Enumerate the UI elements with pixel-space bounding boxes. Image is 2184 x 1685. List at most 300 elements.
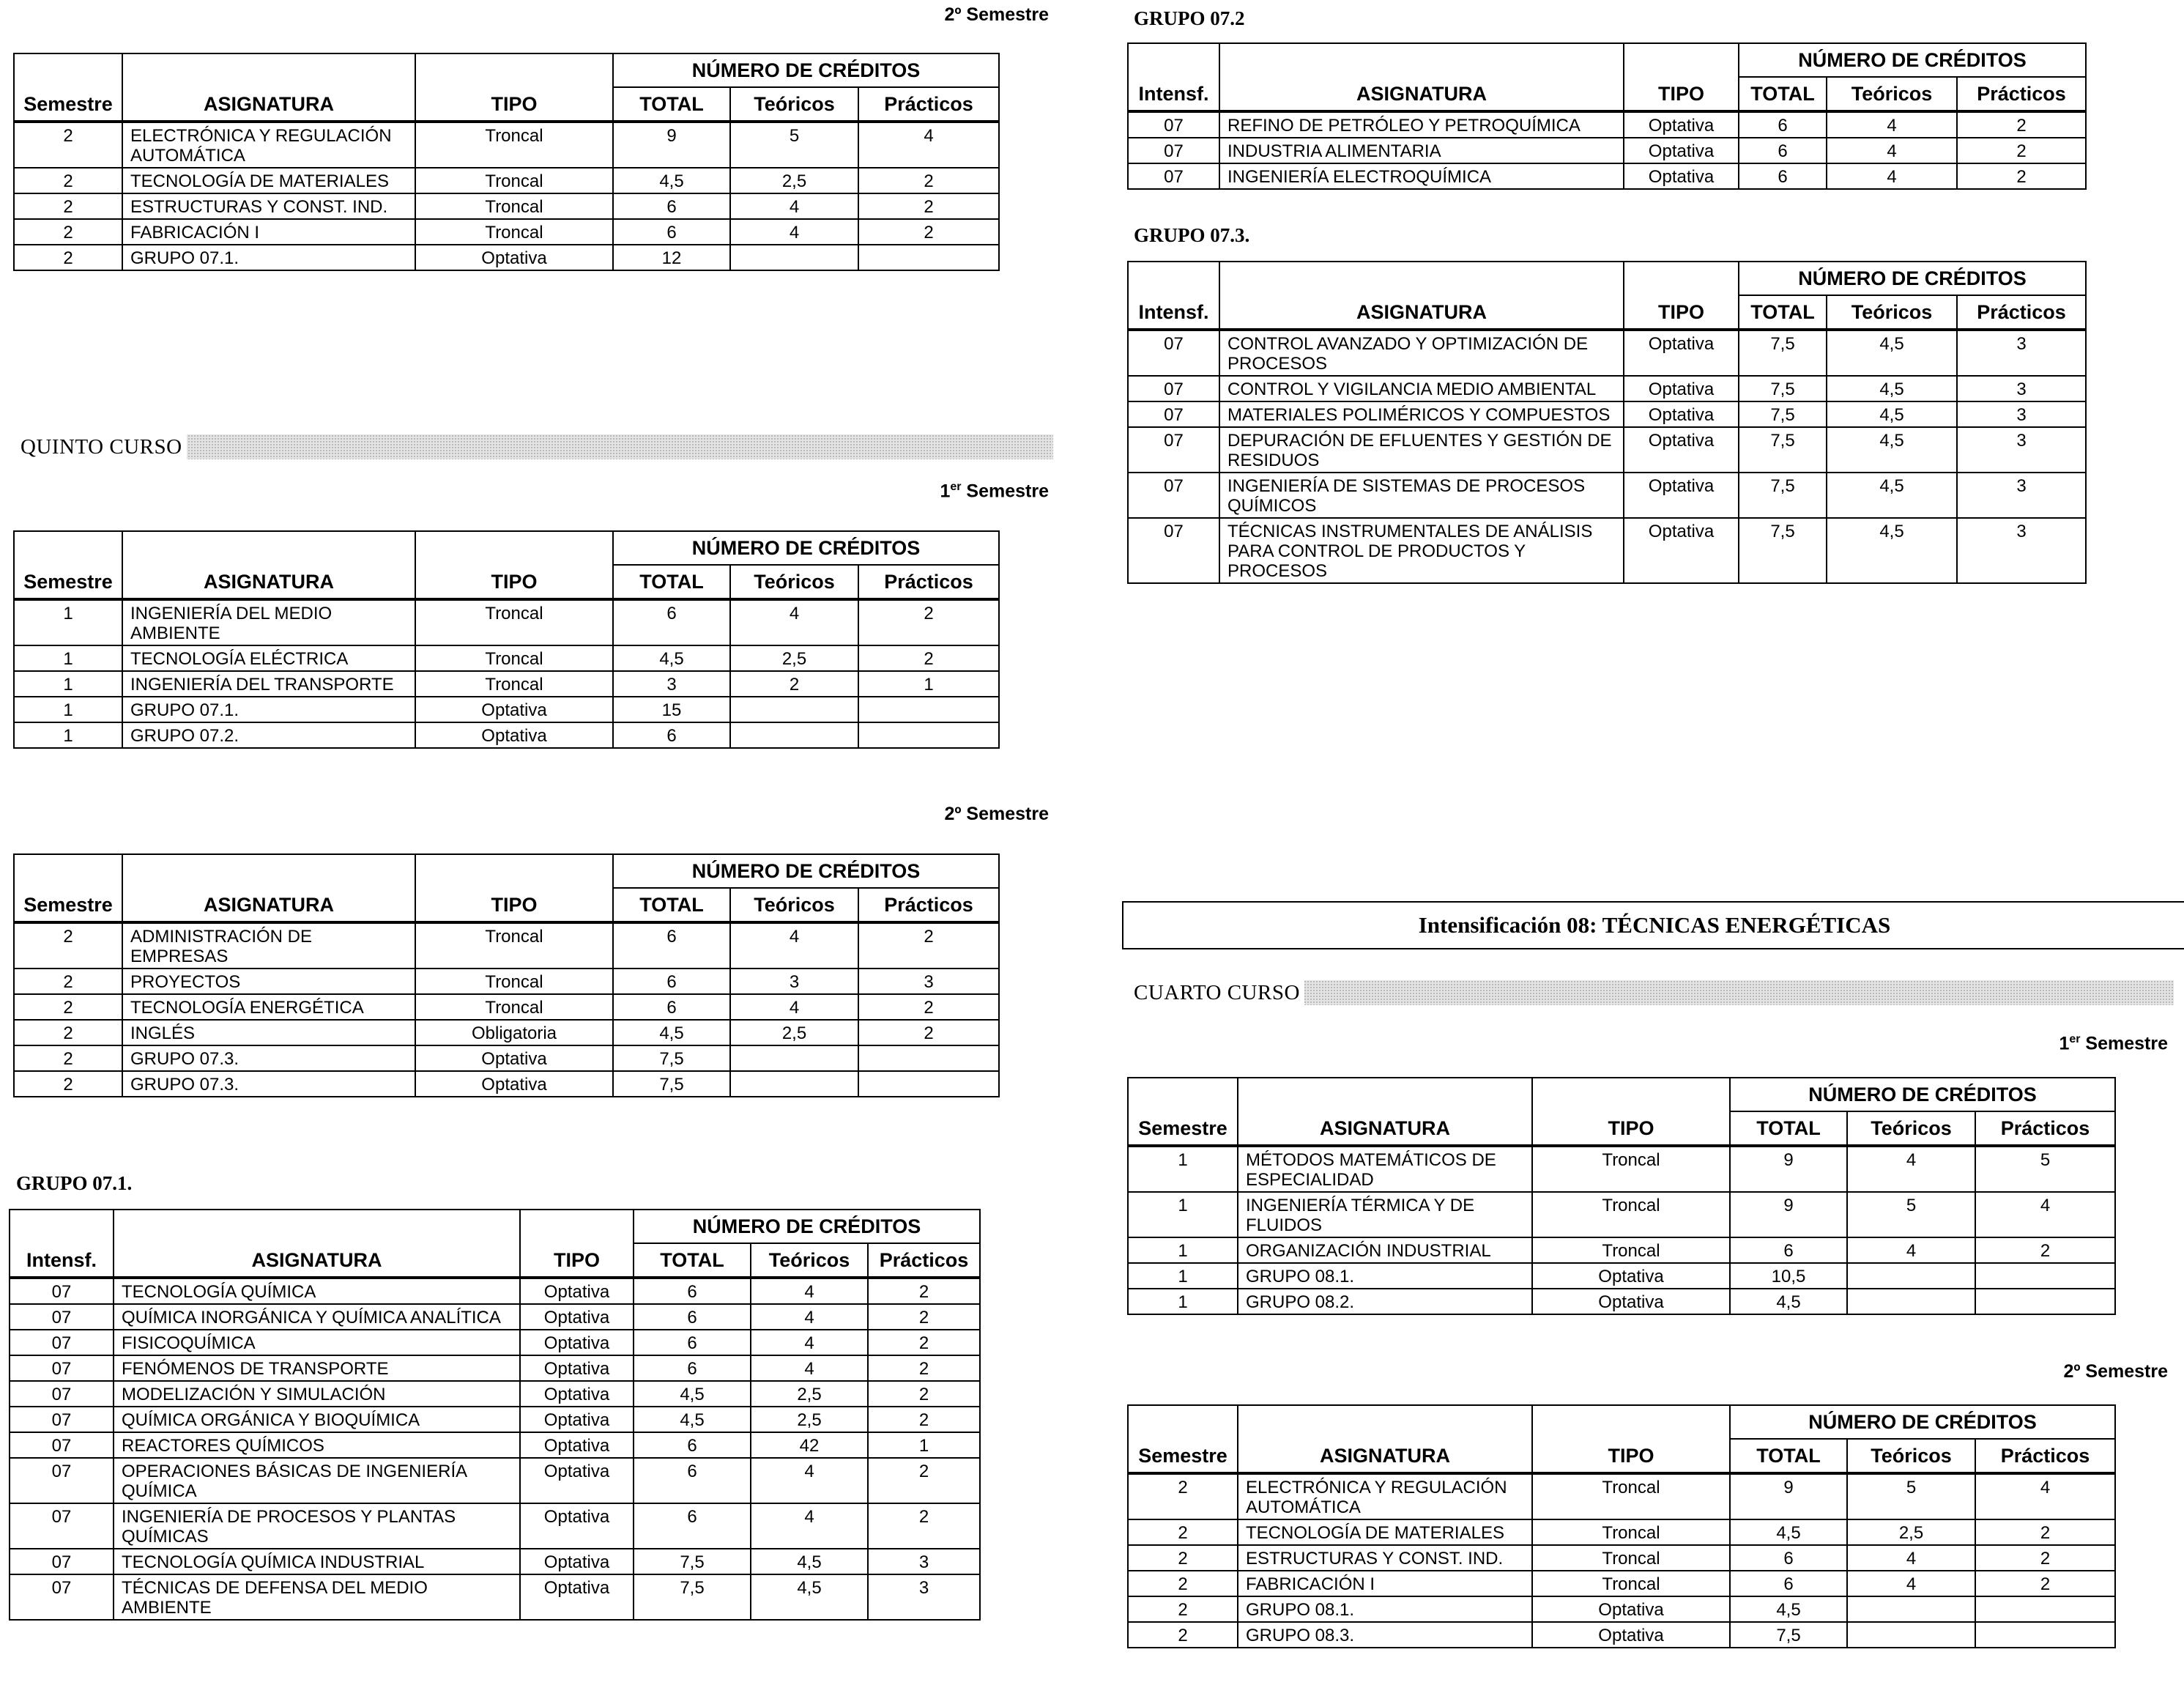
table-row — [1128, 1622, 2115, 1648]
total-cell: 9 — [1730, 1473, 1847, 1519]
practicos-cell — [858, 1071, 999, 1097]
teoricos-cell: 2,5 — [751, 1381, 868, 1407]
practicos-cell: 2 — [868, 1304, 980, 1330]
total-cell: 4,5 — [634, 1407, 751, 1432]
practicos-cell: 2 — [1975, 1519, 2115, 1545]
table-row — [1128, 401, 2086, 427]
header-intensf: Intensf. — [10, 1210, 114, 1278]
table-row — [1128, 1473, 2115, 1519]
total-cell: 4,5 — [613, 1020, 730, 1045]
table-row — [14, 922, 999, 969]
header-tipo: TIPO — [520, 1210, 634, 1278]
tipo-cell: Optativa — [520, 1381, 634, 1407]
asignatura-cell: GRUPO 08.1. — [1238, 1596, 1532, 1622]
total-cell: 6 — [613, 994, 730, 1020]
header-numero-creditos: NÚMERO DE CRÉDITOS — [613, 53, 999, 87]
total-cell: 6 — [613, 969, 730, 994]
intensf-cell: 07 — [1128, 427, 1219, 473]
asignatura-cell: TECNOLOGÍA ELÉCTRICA — [122, 645, 415, 671]
practicos-cell: 2 — [1957, 138, 2086, 163]
tipo-cell: Troncal — [1532, 1237, 1730, 1263]
total-cell: 7,5 — [634, 1574, 751, 1620]
teoricos-cell: 4 — [751, 1503, 868, 1549]
total-cell: 6 — [1739, 138, 1827, 163]
intensf-cell: 07 — [1128, 518, 1219, 583]
credits-table — [9, 1209, 981, 1621]
total-cell: 6 — [634, 1304, 751, 1330]
teoricos-cell: 2,5 — [730, 168, 858, 193]
teoricos-cell: 4 — [730, 193, 858, 219]
header-tipo: TIPO — [415, 854, 613, 922]
table-row — [1128, 138, 2086, 163]
course-heading: QUINTO CURSO — [21, 434, 187, 459]
credits-table — [13, 53, 1000, 271]
header-total: TOTAL — [1730, 1439, 1847, 1473]
asignatura-cell: GRUPO 07.1. — [122, 697, 415, 722]
practicos-cell: 3 — [1957, 427, 2086, 473]
group-title: GRUPO 07.1. — [16, 1172, 133, 1194]
practicos-cell — [858, 1045, 999, 1071]
table-row — [14, 994, 999, 1020]
table-row — [10, 1330, 980, 1355]
semester-label: 2º Semestre — [2063, 1361, 2168, 1382]
course-heading-bar — [21, 434, 1053, 459]
credits-table — [13, 530, 1000, 749]
practicos-cell: 4 — [858, 122, 999, 168]
asignatura-cell: ESTRUCTURAS Y CONST. IND. — [122, 193, 415, 219]
table-row — [10, 1355, 980, 1381]
total-cell: 6 — [634, 1355, 751, 1381]
header-practicos: Prácticos — [1957, 77, 2086, 111]
tipo-cell: Troncal — [1532, 1519, 1730, 1545]
practicos-cell — [858, 722, 999, 748]
practicos-cell: 5 — [1975, 1146, 2115, 1192]
header-total: TOTAL — [613, 87, 730, 122]
practicos-cell: 1 — [858, 671, 999, 697]
asignatura-cell: FENÓMENOS DE TRANSPORTE — [114, 1355, 520, 1381]
semestre-cell: 1 — [14, 599, 122, 645]
header-semestre: Semestre — [14, 53, 122, 122]
header-tipo: TIPO — [1624, 262, 1739, 330]
total-cell: 9 — [1730, 1146, 1847, 1192]
table-row — [1128, 473, 2086, 518]
tipo-cell: Troncal — [1532, 1473, 1730, 1519]
practicos-cell: 2 — [858, 599, 999, 645]
tipo-cell: Optativa — [520, 1549, 634, 1574]
practicos-cell: 3 — [1957, 376, 2086, 401]
header-semestre: Semestre — [1128, 1078, 1238, 1146]
total-cell: 4,5 — [1730, 1289, 1847, 1314]
header-numero-creditos: NÚMERO DE CRÉDITOS — [1739, 43, 2086, 77]
intensf-cell: 07 — [10, 1574, 114, 1620]
tipo-cell: Optativa — [1532, 1622, 1730, 1648]
semestre-cell: 2 — [1128, 1545, 1238, 1571]
header-asignatura: ASIGNATURA — [1219, 43, 1624, 111]
tipo-cell: Optativa — [1532, 1263, 1730, 1289]
teoricos-cell: 4,5 — [1827, 376, 1957, 401]
table-row — [14, 697, 999, 722]
table-row — [10, 1407, 980, 1432]
intensf-cell: 07 — [1128, 376, 1219, 401]
table-row — [10, 1304, 980, 1330]
tipo-cell: Optativa — [1624, 111, 1739, 138]
tipo-cell: Optativa — [1624, 518, 1739, 583]
teoricos-cell: 2,5 — [751, 1407, 868, 1432]
teoricos-cell: 4 — [751, 1304, 868, 1330]
asignatura-cell: INGENIERÍA ELECTROQUÍMICA — [1219, 163, 1624, 189]
teoricos-cell: 4,5 — [1827, 427, 1957, 473]
tipo-cell: Optativa — [1624, 138, 1739, 163]
practicos-cell: 3 — [1957, 330, 2086, 376]
teoricos-cell: 4 — [1847, 1237, 1975, 1263]
asignatura-cell: TECNOLOGÍA DE MATERIALES — [122, 168, 415, 193]
intensf-cell: 07 — [1128, 473, 1219, 518]
practicos-cell: 2 — [868, 1381, 980, 1407]
semester-label: 1er Semestre — [2059, 1033, 2168, 1054]
intensf-cell: 07 — [1128, 111, 1219, 138]
course-heading-bar — [1134, 980, 2174, 1005]
asignatura-cell: MÉTODOS MATEMÁTICOS DE ESPECIALIDAD — [1238, 1146, 1532, 1192]
teoricos-cell: 4,5 — [1827, 518, 1957, 583]
header-numero-creditos: NÚMERO DE CRÉDITOS — [613, 854, 999, 888]
header-numero-creditos: NÚMERO DE CRÉDITOS — [1730, 1405, 2115, 1439]
semestre-cell: 2 — [14, 969, 122, 994]
header-practicos: Prácticos — [858, 888, 999, 922]
semestre-cell: 2 — [14, 193, 122, 219]
semestre-cell: 2 — [1128, 1571, 1238, 1596]
tipo-cell: Optativa — [520, 1330, 634, 1355]
teoricos-cell: 4 — [1827, 138, 1957, 163]
asignatura-cell: GRUPO 08.2. — [1238, 1289, 1532, 1314]
header-asignatura: ASIGNATURA — [114, 1210, 520, 1278]
table-row — [1128, 376, 2086, 401]
credits-table — [1127, 1077, 2116, 1315]
practicos-cell: 2 — [858, 645, 999, 671]
semestre-cell: 2 — [14, 245, 122, 270]
table-row — [1128, 1192, 2115, 1237]
table-row — [10, 1458, 980, 1503]
teoricos-cell — [1847, 1289, 1975, 1314]
table-row — [14, 722, 999, 748]
semestre-cell: 1 — [14, 671, 122, 697]
teoricos-cell: 4 — [1827, 111, 1957, 138]
header-practicos: Prácticos — [858, 565, 999, 599]
practicos-cell — [1975, 1622, 2115, 1648]
semestre-cell: 2 — [14, 219, 122, 245]
practicos-cell: 3 — [1957, 473, 2086, 518]
practicos-cell — [1975, 1289, 2115, 1314]
asignatura-cell: REACTORES QUÍMICOS — [114, 1432, 520, 1458]
asignatura-cell: INGLÉS — [122, 1020, 415, 1045]
teoricos-cell: 4 — [730, 922, 858, 969]
header-intensf: Intensf. — [1128, 262, 1219, 330]
teoricos-cell: 4 — [1847, 1146, 1975, 1192]
credits-table — [1127, 261, 2087, 584]
asignatura-cell: INGENIERÍA DEL MEDIO AMBIENTE — [122, 599, 415, 645]
intensf-cell: 07 — [10, 1330, 114, 1355]
asignatura-cell: TECNOLOGÍA QUÍMICA — [114, 1278, 520, 1304]
semestre-cell: 1 — [1128, 1289, 1238, 1314]
total-cell: 6 — [1730, 1545, 1847, 1571]
asignatura-cell: FABRICACIÓN I — [1238, 1571, 1532, 1596]
teoricos-cell: 2,5 — [1847, 1519, 1975, 1545]
header-tipo: TIPO — [415, 53, 613, 122]
table-row — [14, 599, 999, 645]
tipo-cell: Optativa — [520, 1278, 634, 1304]
total-cell: 7,5 — [1739, 330, 1827, 376]
practicos-cell: 4 — [1975, 1473, 2115, 1519]
header-practicos: Prácticos — [858, 87, 999, 122]
header-asignatura: ASIGNATURA — [1219, 262, 1624, 330]
practicos-cell: 2 — [1975, 1237, 2115, 1263]
table-row — [10, 1381, 980, 1407]
asignatura-cell: MODELIZACIÓN Y SIMULACIÓN — [114, 1381, 520, 1407]
asignatura-cell: QUÍMICA ORGÁNICA Y BIOQUÍMICA — [114, 1407, 520, 1432]
tipo-cell: Optativa — [415, 722, 613, 748]
teoricos-cell: 5 — [1847, 1192, 1975, 1237]
semester-label: 2º Semestre — [944, 4, 1049, 25]
tipo-cell: Optativa — [1624, 163, 1739, 189]
total-cell: 15 — [613, 697, 730, 722]
tipo-cell: Troncal — [415, 219, 613, 245]
semestre-cell: 1 — [1128, 1192, 1238, 1237]
total-cell: 6 — [634, 1330, 751, 1355]
tipo-cell: Optativa — [520, 1304, 634, 1330]
header-practicos: Prácticos — [868, 1243, 980, 1278]
asignatura-cell: ELECTRÓNICA Y REGULACIÓN AUTOMÁTICA — [1238, 1473, 1532, 1519]
header-tipo: TIPO — [1624, 43, 1739, 111]
asignatura-cell: ADMINISTRACIÓN DE EMPRESAS — [122, 922, 415, 969]
table-row — [14, 1020, 999, 1045]
total-cell: 3 — [613, 671, 730, 697]
header-teoricos: Teóricos — [1847, 1111, 1975, 1146]
teoricos-cell — [730, 722, 858, 748]
table-row — [1128, 1289, 2115, 1314]
total-cell: 4,5 — [634, 1381, 751, 1407]
teoricos-cell: 2,5 — [730, 645, 858, 671]
table-row — [1128, 1519, 2115, 1545]
tipo-cell: Obligatoria — [415, 1020, 613, 1045]
intensf-cell: 07 — [10, 1304, 114, 1330]
header-teoricos: Teóricos — [1847, 1439, 1975, 1473]
header-asignatura: ASIGNATURA — [122, 854, 415, 922]
tipo-cell: Optativa — [520, 1355, 634, 1381]
semestre-cell: 1 — [1128, 1263, 1238, 1289]
intensf-cell: 07 — [10, 1355, 114, 1381]
practicos-cell — [858, 245, 999, 270]
asignatura-cell: REFINO DE PETRÓLEO Y PETROQUÍMICA — [1219, 111, 1624, 138]
teoricos-cell — [730, 697, 858, 722]
total-cell: 6 — [613, 219, 730, 245]
asignatura-cell: TÉCNICAS DE DEFENSA DEL MEDIO AMBIENTE — [114, 1574, 520, 1620]
asignatura-cell: INGENIERÍA TÉRMICA Y DE FLUIDOS — [1238, 1192, 1532, 1237]
header-practicos: Prácticos — [1957, 295, 2086, 330]
header-total: TOTAL — [1730, 1111, 1847, 1146]
header-teoricos: Teóricos — [730, 565, 858, 599]
tipo-cell: Optativa — [415, 1045, 613, 1071]
total-cell: 4,5 — [1730, 1519, 1847, 1545]
intensf-cell: 07 — [10, 1432, 114, 1458]
semestre-cell: 1 — [14, 722, 122, 748]
semestre-cell: 2 — [14, 168, 122, 193]
total-cell: 6 — [634, 1458, 751, 1503]
semestre-cell: 2 — [14, 922, 122, 969]
header-semestre: Semestre — [1128, 1405, 1238, 1473]
table-row — [14, 193, 999, 219]
header-numero-creditos: NÚMERO DE CRÉDITOS — [1730, 1078, 2115, 1111]
total-cell: 6 — [613, 922, 730, 969]
tipo-cell: Optativa — [415, 1071, 613, 1097]
total-cell: 9 — [613, 122, 730, 168]
tipo-cell: Optativa — [1532, 1596, 1730, 1622]
asignatura-cell: INGENIERÍA DEL TRANSPORTE — [122, 671, 415, 697]
total-cell: 7,5 — [1739, 518, 1827, 583]
asignatura-cell: TECNOLOGÍA ENERGÉTICA — [122, 994, 415, 1020]
total-cell: 6 — [634, 1278, 751, 1304]
total-cell: 6 — [613, 599, 730, 645]
practicos-cell: 2 — [868, 1503, 980, 1549]
intensf-cell: 07 — [10, 1278, 114, 1304]
asignatura-cell: QUÍMICA INORGÁNICA Y QUÍMICA ANALÍTICA — [114, 1304, 520, 1330]
intensf-cell: 07 — [1128, 401, 1219, 427]
total-cell: 6 — [634, 1432, 751, 1458]
header-teoricos: Teóricos — [730, 888, 858, 922]
table-row — [1128, 1596, 2115, 1622]
semestre-cell: 2 — [1128, 1622, 1238, 1648]
teoricos-cell: 4,5 — [1827, 330, 1957, 376]
asignatura-cell: INDUSTRIA ALIMENTARIA — [1219, 138, 1624, 163]
semestre-cell: 2 — [14, 1045, 122, 1071]
asignatura-cell: ELECTRÓNICA Y REGULACIÓN AUTOMÁTICA — [122, 122, 415, 168]
tipo-cell: Optativa — [520, 1503, 634, 1549]
practicos-cell: 2 — [868, 1458, 980, 1503]
table-row — [14, 1071, 999, 1097]
table-row — [1128, 427, 2086, 473]
practicos-cell: 2 — [868, 1355, 980, 1381]
header-intensf: Intensf. — [1128, 43, 1219, 111]
table-row — [1128, 1545, 2115, 1571]
practicos-cell: 3 — [868, 1549, 980, 1574]
asignatura-cell: OPERACIONES BÁSICAS DE INGENIERÍA QUÍMICA — [114, 1458, 520, 1503]
table-row — [14, 645, 999, 671]
teoricos-cell: 4 — [1847, 1571, 1975, 1596]
practicos-cell: 2 — [858, 168, 999, 193]
asignatura-cell: CONTROL AVANZADO Y OPTIMIZACIÓN DE PROCESOS — [1219, 330, 1624, 376]
total-cell: 7,5 — [1739, 401, 1827, 427]
header-semestre: Semestre — [14, 854, 122, 922]
practicos-cell: 2 — [858, 219, 999, 245]
header-asignatura: ASIGNATURA — [122, 53, 415, 122]
table-row — [1128, 1263, 2115, 1289]
table-row — [14, 671, 999, 697]
practicos-cell — [1975, 1263, 2115, 1289]
tipo-cell: Troncal — [415, 969, 613, 994]
total-cell: 6 — [613, 722, 730, 748]
header-teoricos: Teóricos — [1827, 295, 1957, 330]
table-row — [1128, 163, 2086, 189]
header-total: TOTAL — [1739, 77, 1827, 111]
asignatura-cell: MATERIALES POLIMÉRICOS Y COMPUESTOS — [1219, 401, 1624, 427]
table-row — [10, 1574, 980, 1620]
tipo-cell: Optativa — [415, 697, 613, 722]
total-cell: 7,5 — [634, 1549, 751, 1574]
semestre-cell: 2 — [14, 1071, 122, 1097]
teoricos-cell — [1847, 1622, 1975, 1648]
semester-label: 1er Semestre — [940, 481, 1049, 502]
total-cell: 7,5 — [1739, 376, 1827, 401]
semestre-cell: 1 — [14, 645, 122, 671]
practicos-cell: 2 — [1975, 1571, 2115, 1596]
header-semestre: Semestre — [14, 531, 122, 599]
table-row — [14, 969, 999, 994]
teoricos-cell: 4 — [751, 1355, 868, 1381]
credits-table — [1127, 42, 2087, 190]
semester-label: 2º Semestre — [944, 804, 1049, 824]
tipo-cell: Troncal — [415, 645, 613, 671]
table-row — [1128, 1571, 2115, 1596]
table-row — [10, 1503, 980, 1549]
group-title: GRUPO 07.3. — [1134, 224, 1250, 246]
total-cell: 6 — [613, 193, 730, 219]
intensf-cell: 07 — [10, 1381, 114, 1407]
teoricos-cell: 42 — [751, 1432, 868, 1458]
tipo-cell: Optativa — [1532, 1289, 1730, 1314]
teoricos-cell: 2 — [730, 671, 858, 697]
teoricos-cell — [730, 245, 858, 270]
header-practicos: Prácticos — [1975, 1439, 2115, 1473]
asignatura-cell: DEPURACIÓN DE EFLUENTES Y GESTIÓN DE RESIDUOS — [1219, 427, 1624, 473]
tipo-cell: Troncal — [1532, 1545, 1730, 1571]
practicos-cell: 2 — [868, 1278, 980, 1304]
intensf-cell: 07 — [1128, 330, 1219, 376]
course-heading: CUARTO CURSO — [1134, 980, 1304, 1005]
tipo-cell: Optativa — [520, 1407, 634, 1432]
semestre-cell: 2 — [1128, 1519, 1238, 1545]
practicos-cell: 2 — [858, 922, 999, 969]
asignatura-cell: TECNOLOGÍA QUÍMICA INDUSTRIAL — [114, 1549, 520, 1574]
practicos-cell — [858, 697, 999, 722]
intensf-cell: 07 — [10, 1407, 114, 1432]
tipo-cell: Optativa — [1624, 427, 1739, 473]
tipo-cell: Troncal — [415, 122, 613, 168]
header-numero-creditos: NÚMERO DE CRÉDITOS — [634, 1210, 980, 1243]
teoricos-cell: 4,5 — [751, 1574, 868, 1620]
practicos-cell: 2 — [1975, 1545, 2115, 1571]
practicos-cell: 2 — [1957, 163, 2086, 189]
group-title: GRUPO 07.2 — [1134, 7, 1245, 29]
tipo-cell: Optativa — [1624, 401, 1739, 427]
practicos-cell: 3 — [858, 969, 999, 994]
total-cell: 4,5 — [613, 168, 730, 193]
tipo-cell: Optativa — [1624, 330, 1739, 376]
teoricos-cell — [730, 1045, 858, 1071]
header-total: TOTAL — [1739, 295, 1827, 330]
semestre-cell: 2 — [14, 122, 122, 168]
teoricos-cell: 4,5 — [751, 1549, 868, 1574]
header-teoricos: Teóricos — [751, 1243, 868, 1278]
semestre-cell: 1 — [1128, 1146, 1238, 1192]
total-cell: 6 — [1730, 1571, 1847, 1596]
intensf-cell: 07 — [10, 1458, 114, 1503]
tipo-cell: Troncal — [1532, 1571, 1730, 1596]
tipo-cell: Optativa — [520, 1432, 634, 1458]
table-row — [1128, 518, 2086, 583]
asignatura-cell: GRUPO 07.2. — [122, 722, 415, 748]
table-row — [14, 122, 999, 168]
header-asignatura: ASIGNATURA — [122, 531, 415, 599]
practicos-cell: 3 — [1957, 401, 2086, 427]
header-total: TOTAL — [613, 888, 730, 922]
